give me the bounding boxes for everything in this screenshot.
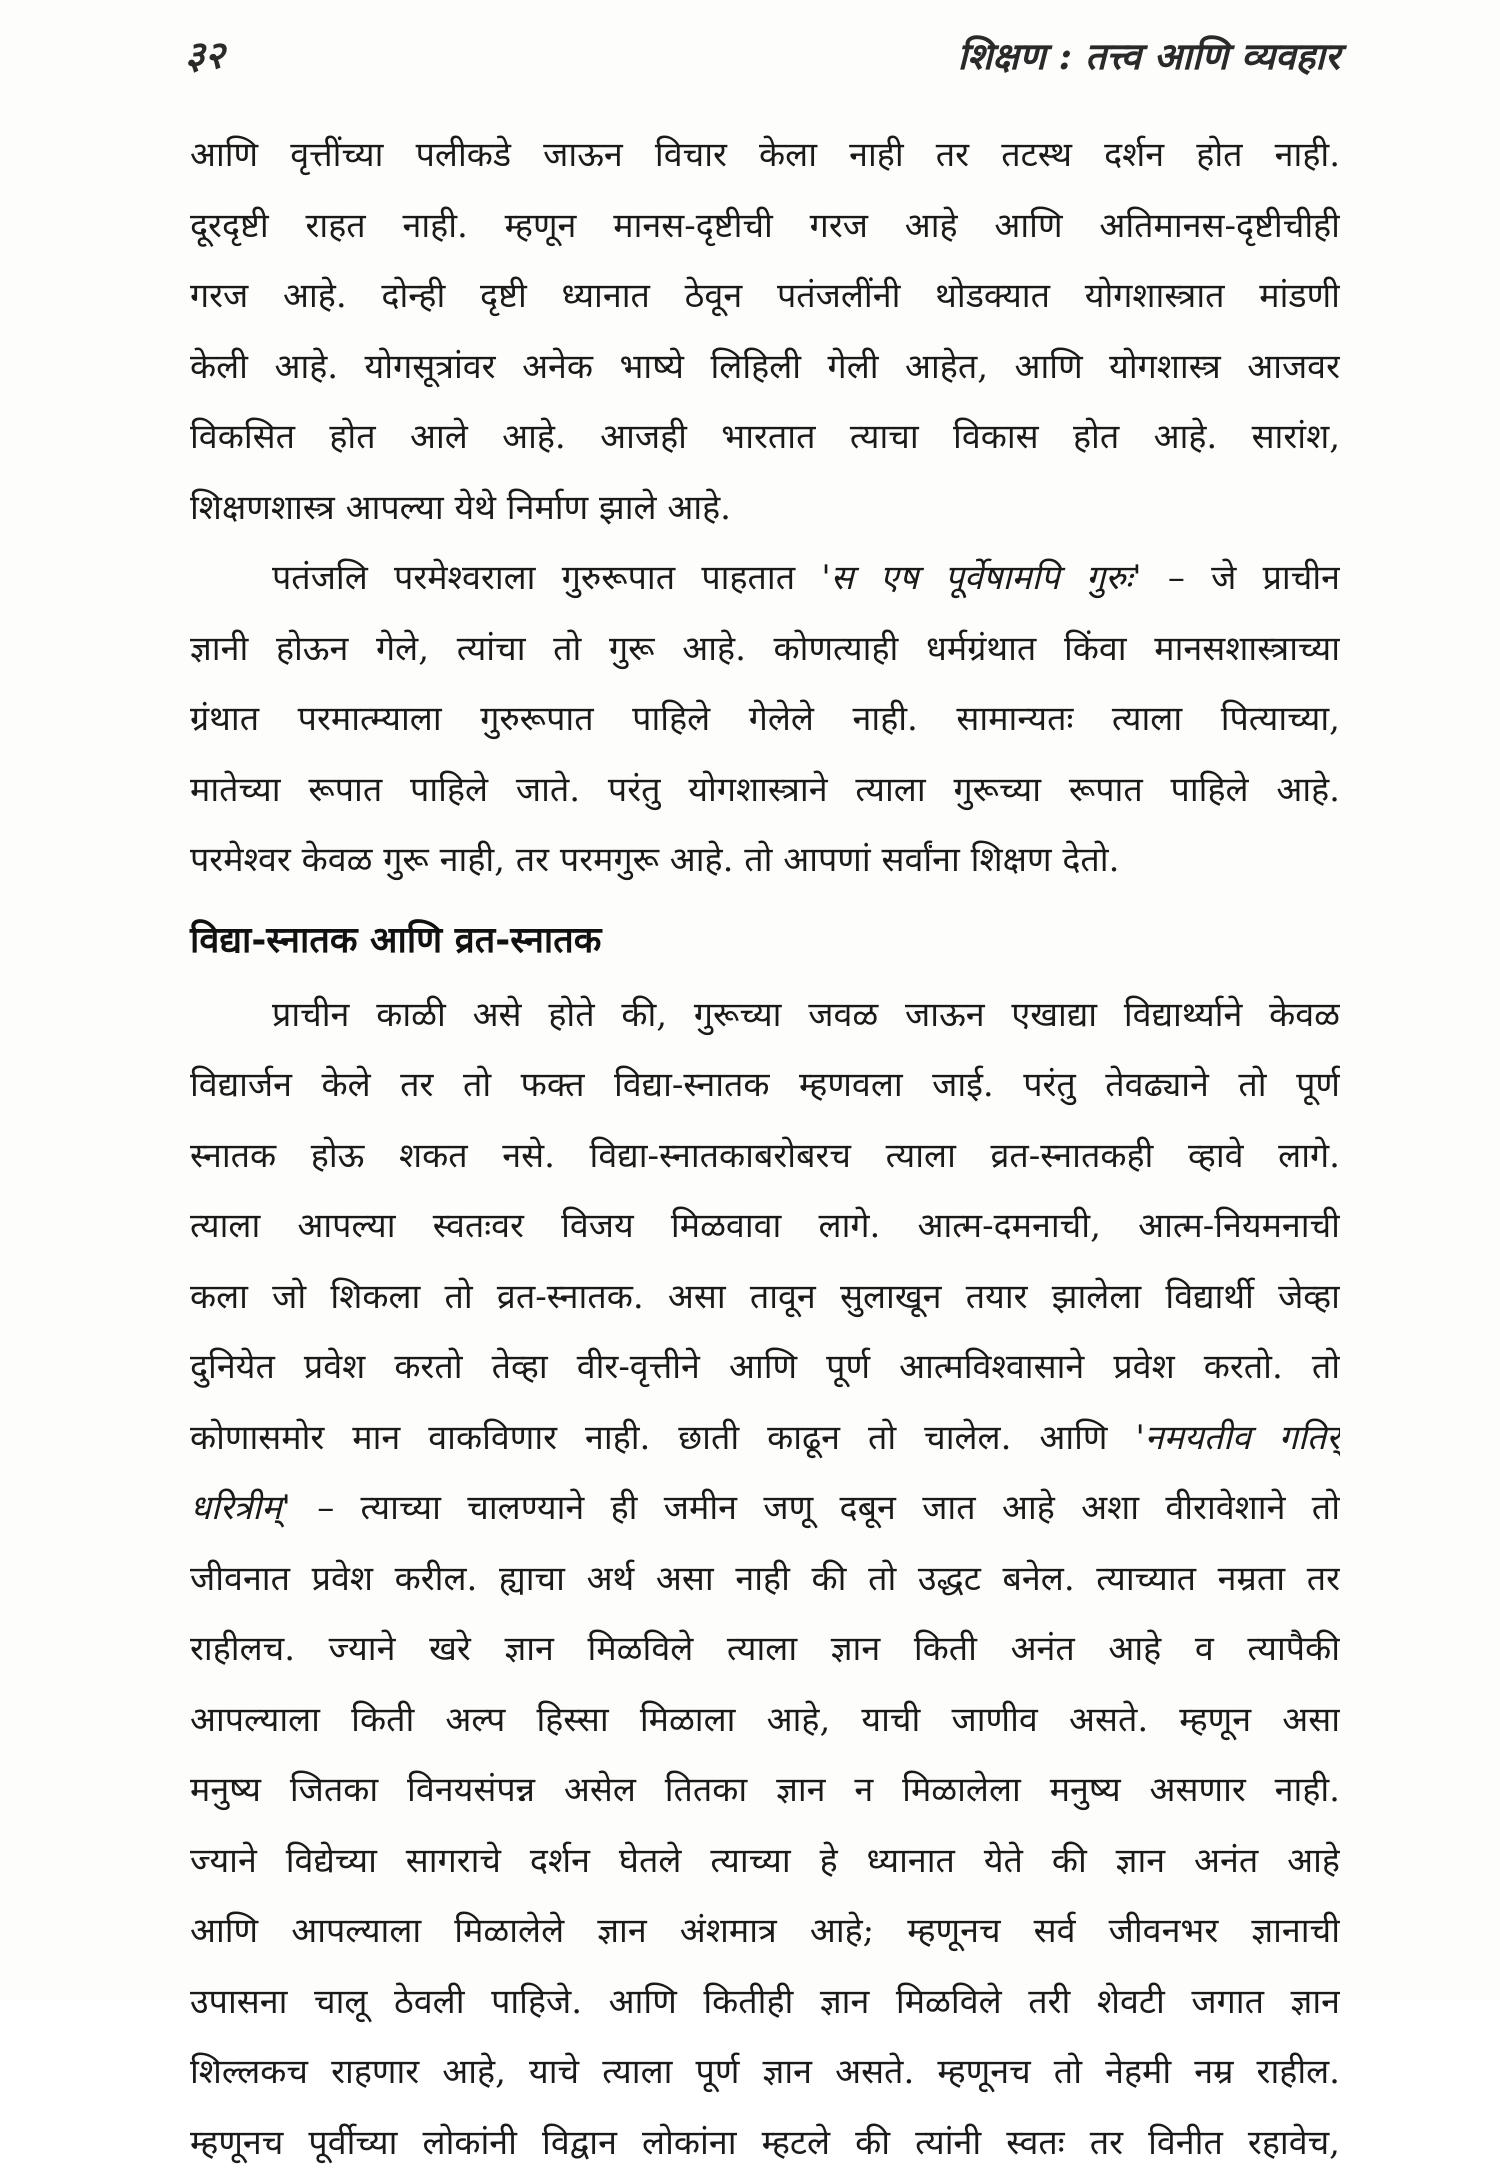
paragraph-1-line: आणि वृत्तींच्या पलीकडे जाऊन विचार केला नाही तर तटस्थ दर्शन होत नाही. xyxy=(190,120,1340,191)
paragraph-1-line: केली आहे. योगसूत्रांवर अनेक भाष्ये लिहिली गेली आहेत, आणि योगशास्त्र आजवर xyxy=(190,332,1340,403)
body-text xyxy=(190,120,1340,2178)
running-header xyxy=(185,26,1340,82)
paragraph-3-line: ज्याने विद्येच्या सागराचे दर्शन घेतले त्याच्या हे ध्यानात येते की ज्ञान अनंत आहे xyxy=(190,1826,1340,1897)
paragraph-3-line: राहीलच. ज्याने खरे ज्ञान मिळविले त्याला ज्ञान किती अनंत आहे व त्यापैकी xyxy=(190,1614,1340,1685)
paragraph-3-line: दुनियेत प्रवेश करतो तेव्हा वीर-वृत्तीने आणि पूर्ण आत्मविश्वासाने प्रवेश करतो. तो xyxy=(190,1332,1340,1403)
paragraph-3-line: त्याला आपल्या स्वतःवर विजय मिळवावा लागे. आत्म-दमनाची, आत्म-नियमनाची xyxy=(190,1191,1340,1262)
section-heading: विद्या-स्नातक आणि व्रत-स्नातक xyxy=(190,902,1340,980)
paragraph-3-line: शिल्लकच राहणार आहे, याचे त्याला पूर्ण ज्ञान असते. म्हणूनच तो नेहमी नम्र राहील. xyxy=(190,2037,1340,2108)
paragraph-3-line: आणि आपल्याला मिळालेले ज्ञान अंशमात्र आहे; म्हणूनच सर्व जीवनभर ज्ञानाची xyxy=(190,1896,1340,1967)
paragraph-3-line: म्हणूनच पूर्वीच्या लोकांनी विद्वान लोकांना म्हटले की त्यांनी स्वतः तर विनीत रहावेच, xyxy=(190,2108,1340,2178)
paragraph-1-line: विकसित होत आले आहे. आजही भारतात त्याचा विकास होत आहे. सारांश, xyxy=(190,402,1340,473)
paragraph-3-text: कोणासमोर मान वाकविणार नाही. छाती काढून तो चालेल. आणि xyxy=(190,1418,1135,1458)
paragraph-3-text: – त्याच्या चालण्याने ही जमीन जणू दबून जात आहे अशा वीरावेशाने तो xyxy=(291,1488,1340,1528)
paragraph-2-line: परमेश्वर केवळ गुरू नाही, तर परमगुरू आहे. तो आपणां सर्वांना शिक्षण देतो. xyxy=(190,825,1340,896)
paragraph-3-line: आपल्याला किती अल्प हिस्सा मिळाला आहे, याची जाणीव असते. म्हणून असा xyxy=(190,1685,1340,1756)
paragraph-3-quote-line xyxy=(190,1473,1340,1544)
paragraph-2-line: ग्रंथात परमात्म्याला गुरुरूपात पाहिले गेलेले नाही. सामान्यतः त्याला पित्याच्या, xyxy=(190,684,1340,755)
paragraph-3-line: स्नातक होऊ शकत नसे. विद्या-स्नातकाबरोबरच त्याला व्रत-स्नातकही व्हावे लागे. xyxy=(190,1121,1340,1192)
sanskrit-quote: 'नमयतीव गतिर् xyxy=(1135,1418,1340,1458)
paragraph-2-first-line xyxy=(190,543,1340,614)
paragraph-1-line: गरज आहे. दोन्ही दृष्टी ध्यानात ठेवून पतंजलींनी थोडक्यात योगशास्त्रात मांडणी xyxy=(190,261,1340,332)
sanskrit-quote: 'स एष पूर्वेषामपि गुरुः' xyxy=(821,558,1141,598)
book-title: शिक्षण : तत्त्व आणि व्यवहार xyxy=(958,29,1340,80)
sanskrit-quote: धरित्रीम्' xyxy=(190,1488,291,1528)
paragraph-3-line: मनुष्य जितका विनयसंपन्न असेल तितका ज्ञान न मिळालेला मनुष्य असणार नाही. xyxy=(190,1755,1340,1826)
paragraph-3-line: उपासना चालू ठेवली पाहिजे. आणि कितीही ज्ञान मिळविले तरी शेवटी जगात ज्ञान xyxy=(190,1967,1340,2038)
paragraph-2-text: – जे प्राचीन xyxy=(1142,558,1340,598)
paragraph-3-line: प्राचीन काळी असे होते की, गुरूच्या जवळ जाऊन एखाद्या विद्यार्थ्याने केवळ xyxy=(190,980,1340,1051)
paragraph-3-quote-line xyxy=(190,1403,1340,1474)
paragraph-2-text: पतंजलि परमेश्वराला गुरुरूपात पाहतात xyxy=(272,558,821,598)
paragraph-1-line: दूरदृष्टी राहत नाही. म्हणून मानस-दृष्टीची गरज आहे आणि अतिमानस-दृष्टीचीही xyxy=(190,191,1340,262)
paragraph-3-line: जीवनात प्रवेश करील. ह्याचा अर्थ असा नाही की तो उद्धट बनेल. त्याच्यात नम्रता तर xyxy=(190,1544,1340,1615)
paragraph-1-line: शिक्षणशास्त्र आपल्या येथे निर्माण झाले आहे. xyxy=(190,473,1340,544)
paragraph-2-line: मातेच्या रूपात पाहिले जाते. परंतु योगशास्त्राने त्याला गुरूच्या रूपात पाहिले आहे. xyxy=(190,755,1340,826)
page-number: ३२ xyxy=(185,28,225,80)
paragraph-2-line: ज्ञानी होऊन गेले, त्यांचा तो गुरू आहे. कोणत्याही धर्मग्रंथात किंवा मानसशास्त्राच्या xyxy=(190,614,1340,685)
paragraph-3-line: विद्यार्जन केले तर तो फक्त विद्या-स्नातक म्हणवला जाई. परंतु तेवढ्याने तो पूर्ण xyxy=(190,1050,1340,1121)
paragraph-3-line: कला जो शिकला तो व्रत-स्नातक. असा तावून सुलाखून तयार झालेला विद्यार्थी जेव्हा xyxy=(190,1262,1340,1333)
